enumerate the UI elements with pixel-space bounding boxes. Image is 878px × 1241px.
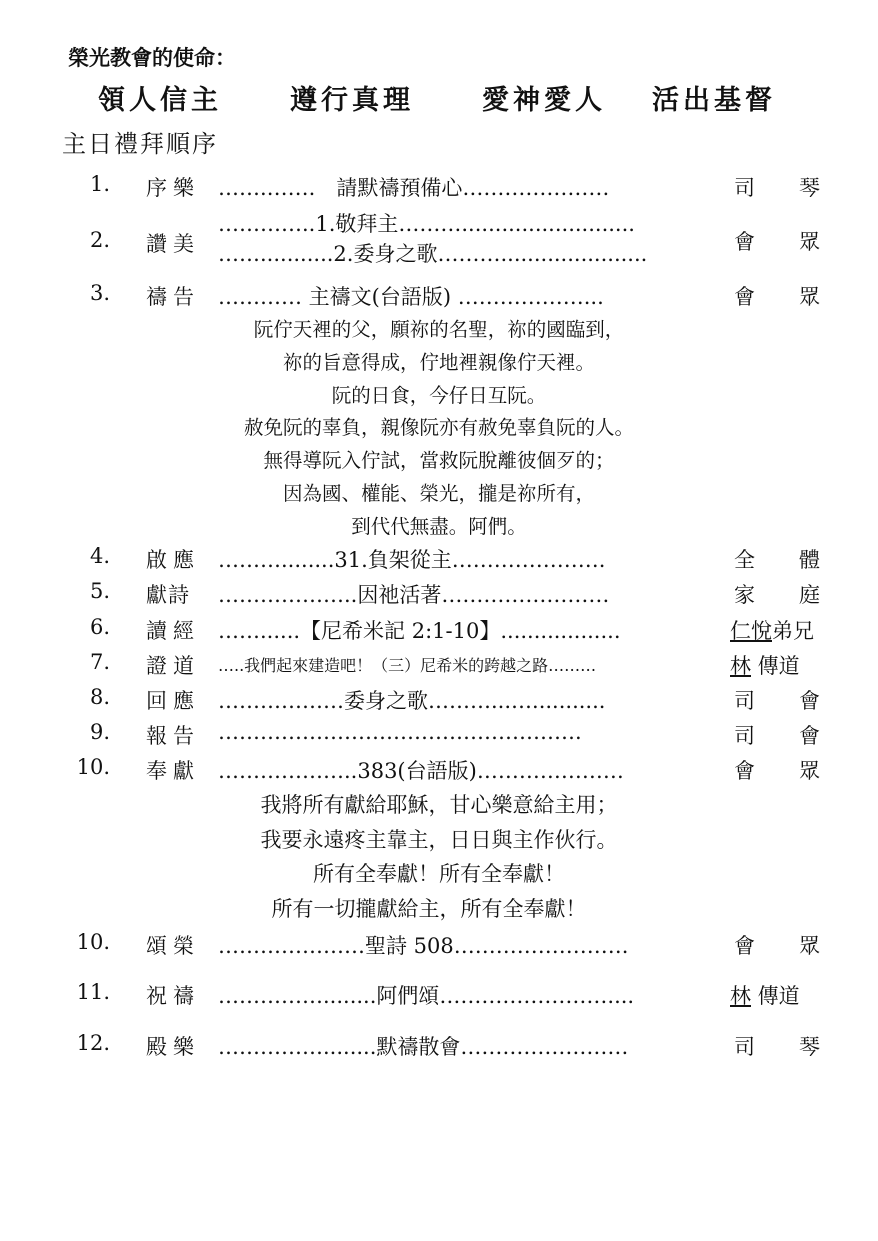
item-leader: 司 會 bbox=[734, 724, 820, 748]
item-number: 10. bbox=[76, 930, 110, 954]
service-item bbox=[0, 755, 878, 789]
service-item bbox=[0, 650, 878, 684]
item-description: ………........31.負架從主…………………. bbox=[218, 548, 606, 572]
item-leader: 司 琴 bbox=[734, 176, 820, 200]
service-item bbox=[0, 281, 878, 315]
prayer-line: 祢的旨意得成，佇地裡親像佇天裡。 bbox=[282, 350, 595, 374]
item-number: 1. bbox=[89, 172, 110, 196]
item-number: 6. bbox=[89, 615, 110, 639]
item-leader: 會 眾 bbox=[734, 230, 820, 254]
lyric-line: 我將所有獻給耶穌，甘心樂意給主用； bbox=[260, 793, 618, 817]
item-number: 8. bbox=[89, 685, 110, 709]
lyric-line: 我要永遠疼主靠主，日日與主作伙行。 bbox=[260, 827, 618, 852]
item-leader: 林 傳道 bbox=[730, 654, 800, 678]
prayer-line: 到代代無盡。阿們。 bbox=[351, 514, 527, 538]
service-item bbox=[0, 930, 878, 964]
prayer-line: 阮佇天裡的父，願祢的名聖，祢的國臨到， bbox=[253, 318, 625, 341]
lords-prayer bbox=[0, 314, 878, 544]
order-heading: 主日禮拜順序 bbox=[62, 130, 218, 158]
item-leader: 會 眾 bbox=[734, 934, 820, 958]
item-description: ………… 主禱文(台語版) ………………... bbox=[218, 285, 604, 309]
item-description: …………..1.敬拜主……….......................... bbox=[218, 212, 635, 236]
lyric-line: 所有全奉獻！所有全奉獻！ bbox=[313, 862, 565, 886]
item-name: 報告 bbox=[146, 724, 200, 748]
item-description: ……………………………………………. bbox=[218, 720, 582, 744]
item-description: …..我們起來建造吧！（三）尼希米的跨越之路……… bbox=[218, 656, 597, 675]
item-leader: 司 會 bbox=[734, 689, 820, 713]
service-item bbox=[0, 1031, 878, 1065]
item-leader: 會 眾 bbox=[734, 759, 820, 783]
service-item bbox=[0, 544, 878, 578]
item-leader: 會 眾 bbox=[734, 285, 820, 309]
item-name: 證道 bbox=[146, 654, 200, 678]
service-item bbox=[0, 172, 878, 206]
item-number: 2. bbox=[89, 228, 110, 252]
item-leader: 林 傳道 bbox=[730, 984, 800, 1008]
item-name: 回應 bbox=[146, 689, 200, 713]
prayer-line: 無得導阮入佇試，當救阮脫離彼個歹的； bbox=[263, 449, 615, 473]
item-number: 12. bbox=[76, 1031, 110, 1055]
prayer-line: 赦免阮的辜負，親像阮亦有赦免辜負阮的人。 bbox=[243, 416, 634, 440]
offering-hymn-lyrics bbox=[0, 788, 878, 926]
item-number: 9. bbox=[89, 720, 110, 744]
lyric-line: 所有一切攏獻給主，所有全奉獻！ bbox=[271, 896, 587, 921]
service-item bbox=[0, 615, 878, 649]
item-leader: 全 體 bbox=[734, 548, 820, 572]
item-description: ……......【尼希米記 2:1-10】.................. bbox=[218, 619, 621, 643]
mission-item: 遵行真理 bbox=[290, 85, 414, 116]
item-description: ………………..383(台語版)………………… bbox=[218, 759, 624, 783]
item-name: 序樂 bbox=[146, 176, 200, 200]
service-item bbox=[0, 720, 878, 754]
mission-item: 愛神愛人 bbox=[482, 85, 606, 116]
item-name: 讀經 bbox=[146, 619, 200, 643]
item-name: 啟應 bbox=[146, 548, 200, 572]
item-name: 祝禱 bbox=[146, 984, 200, 1008]
item-name: 頌榮 bbox=[146, 934, 200, 958]
service-item bbox=[0, 685, 878, 719]
item-description: …………………聖詩 508……………………. bbox=[218, 934, 629, 958]
service-item bbox=[0, 208, 878, 274]
mission-heading: 榮光教會的使命： bbox=[68, 46, 236, 70]
item-description: ……………........阿們頌…………………….... bbox=[218, 984, 635, 1008]
item-number: 7. bbox=[89, 650, 110, 674]
item-name: 奉獻 bbox=[146, 759, 200, 783]
item-description-line2: ……...........2.委身之歌………...................... bbox=[218, 242, 648, 266]
item-description: ………………..因祂活著…………………… bbox=[218, 583, 610, 607]
item-name: 讚美 bbox=[146, 232, 200, 256]
item-number: 4. bbox=[89, 544, 110, 568]
prayer-line: 阮的日食，今仔日互阮。 bbox=[331, 383, 547, 407]
item-description: ………………委身之歌………...…........... bbox=[218, 689, 606, 713]
item-number: 11. bbox=[76, 980, 110, 1004]
item-name: 殿樂 bbox=[146, 1035, 200, 1059]
item-description: ……………........默禱散會…………………… bbox=[218, 1035, 629, 1059]
item-leader: 家 庭 bbox=[734, 583, 820, 607]
mission-item: 領人信主 bbox=[98, 85, 222, 116]
mission-item: 活出基督 bbox=[652, 85, 776, 116]
item-name: 禱告 bbox=[146, 285, 200, 309]
item-number: 3. bbox=[89, 281, 110, 305]
item-leader: 司 琴 bbox=[734, 1035, 820, 1059]
item-number: 10. bbox=[76, 755, 110, 779]
item-description: …….……. 請默禱預備心………………… bbox=[218, 176, 610, 200]
prayer-line: 因為國、權能、榮光，攏是祢所有， bbox=[282, 481, 595, 505]
item-leader: 仁悅弟兄 bbox=[730, 619, 814, 643]
service-item bbox=[0, 980, 878, 1014]
service-item bbox=[0, 579, 878, 613]
item-number: 5. bbox=[89, 579, 110, 603]
item-name: 獻詩 bbox=[146, 583, 190, 607]
